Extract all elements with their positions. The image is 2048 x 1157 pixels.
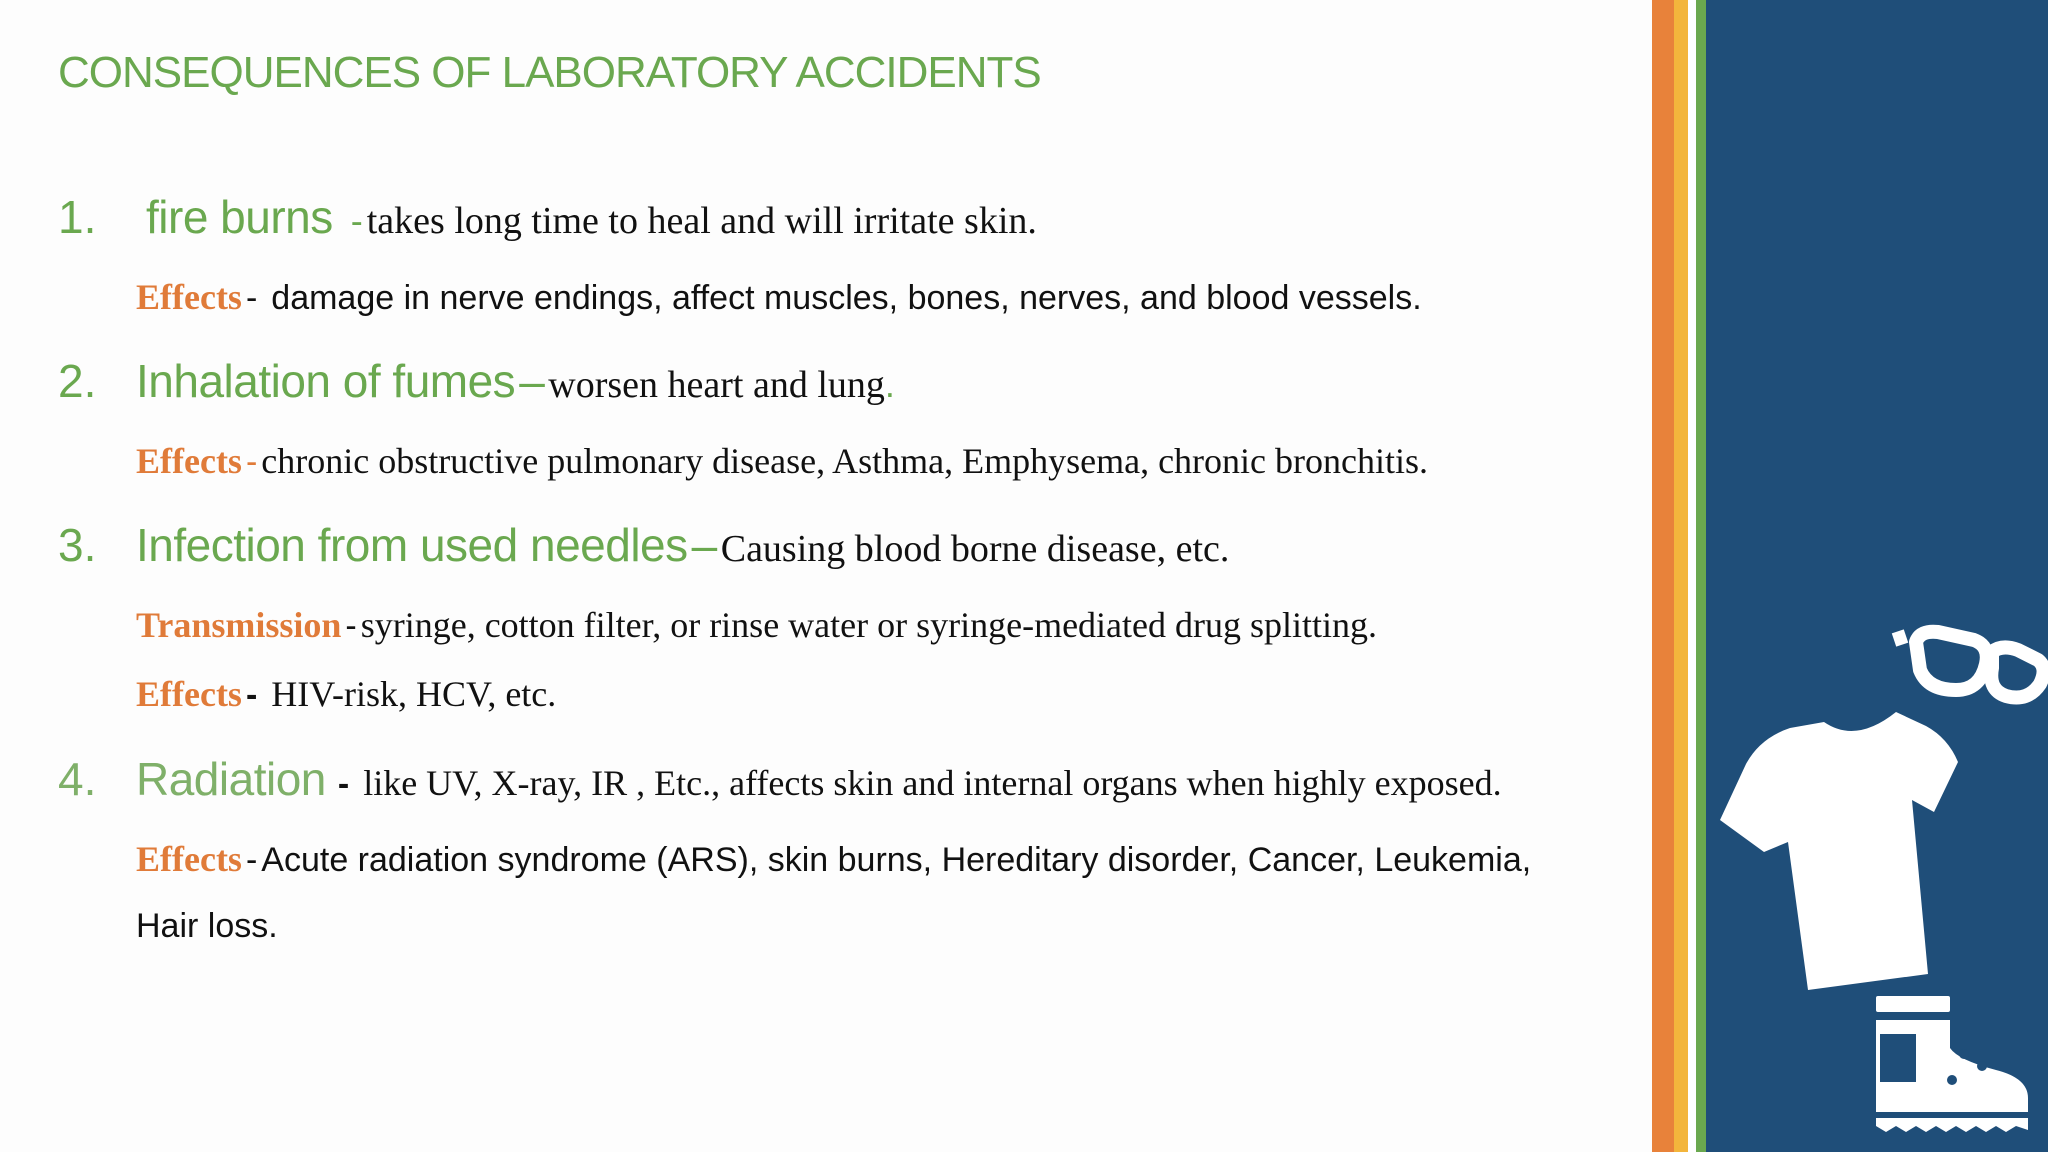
effects-text: Acute radiation syndrome (ARS), skin burns, Hereditary disorder, Cancer, Leukemia, xyxy=(261,841,1532,879)
item-3-transmission xyxy=(136,604,1377,646)
item-heading: Radiation xyxy=(136,753,326,805)
stripe-orange xyxy=(1652,0,1674,1152)
effects-separator: - xyxy=(245,676,258,714)
transmission-text: syringe, cotton filter, or rinse water or syringe-mediated drug splitting. xyxy=(360,605,1378,645)
item-separator: – xyxy=(519,355,545,407)
list-item-2 xyxy=(58,354,895,408)
item-number: 1. xyxy=(58,191,97,243)
side-panel xyxy=(1706,0,2048,1152)
item-4-continuation xyxy=(136,907,278,946)
stripe-white xyxy=(1688,0,1696,1152)
slide-title: CONSEQUENCES OF LABORATORY ACCIDENTS xyxy=(58,48,1041,97)
item-separator: – xyxy=(691,519,717,571)
item-heading: Inhalation of fumes xyxy=(136,355,516,407)
safety-glasses-icon xyxy=(1894,632,2044,698)
list-item-1 xyxy=(58,190,1037,244)
item-description: worsen heart and lung xyxy=(548,364,885,406)
effects-text: HIV-risk, HCV, etc. xyxy=(271,674,557,714)
item-separator: - xyxy=(337,765,350,803)
item-description: takes long time to heal and will irritate skin. xyxy=(366,200,1037,242)
continuation-text: Hair loss. xyxy=(136,907,278,945)
transmission-label: Transmission xyxy=(136,605,342,645)
transmission-separator: - xyxy=(345,607,357,645)
item-number: 2. xyxy=(58,355,97,407)
item-description-end: . xyxy=(884,364,895,405)
item-description: like UV, X-ray, IR , Etc., affects skin and internal organs when highly exposed. xyxy=(363,763,1502,803)
item-heading: Infection from used needles xyxy=(136,519,688,571)
item-heading: fire burns xyxy=(146,191,333,243)
item-separator: - xyxy=(350,200,363,241)
list-item-4 xyxy=(58,752,1502,806)
item-number: 3. xyxy=(58,519,97,571)
stripe-yellow xyxy=(1674,0,1688,1152)
stripe-green xyxy=(1696,0,1706,1152)
effects-label: Effects xyxy=(136,839,242,879)
effects-text: damage in nerve endings, affect muscles, bones, nerves, and blood vessels. xyxy=(271,279,1422,317)
list-item-3 xyxy=(58,518,1229,572)
item-number: 4. xyxy=(58,753,97,805)
item-2-effects xyxy=(136,440,1428,482)
effects-label: Effects xyxy=(136,277,242,317)
safety-boot-icon xyxy=(1876,996,2028,1132)
item-4-effects xyxy=(136,838,1531,880)
item-3-effects xyxy=(136,673,556,715)
effects-separator: - xyxy=(245,279,258,317)
effects-separator: - xyxy=(245,443,258,481)
lab-shirt-icon xyxy=(1720,712,1958,990)
effects-text: chronic obstructive pulmonary disease, Asthma, Emphysema, chronic bronchitis. xyxy=(261,441,1429,481)
effects-label: Effects xyxy=(136,674,242,714)
item-1-effects xyxy=(136,276,1422,318)
panel-icons xyxy=(1706,0,2048,1152)
item-description: Causing blood borne disease, etc. xyxy=(720,528,1230,570)
effects-label: Effects xyxy=(136,441,242,481)
effects-separator: - xyxy=(245,841,258,879)
